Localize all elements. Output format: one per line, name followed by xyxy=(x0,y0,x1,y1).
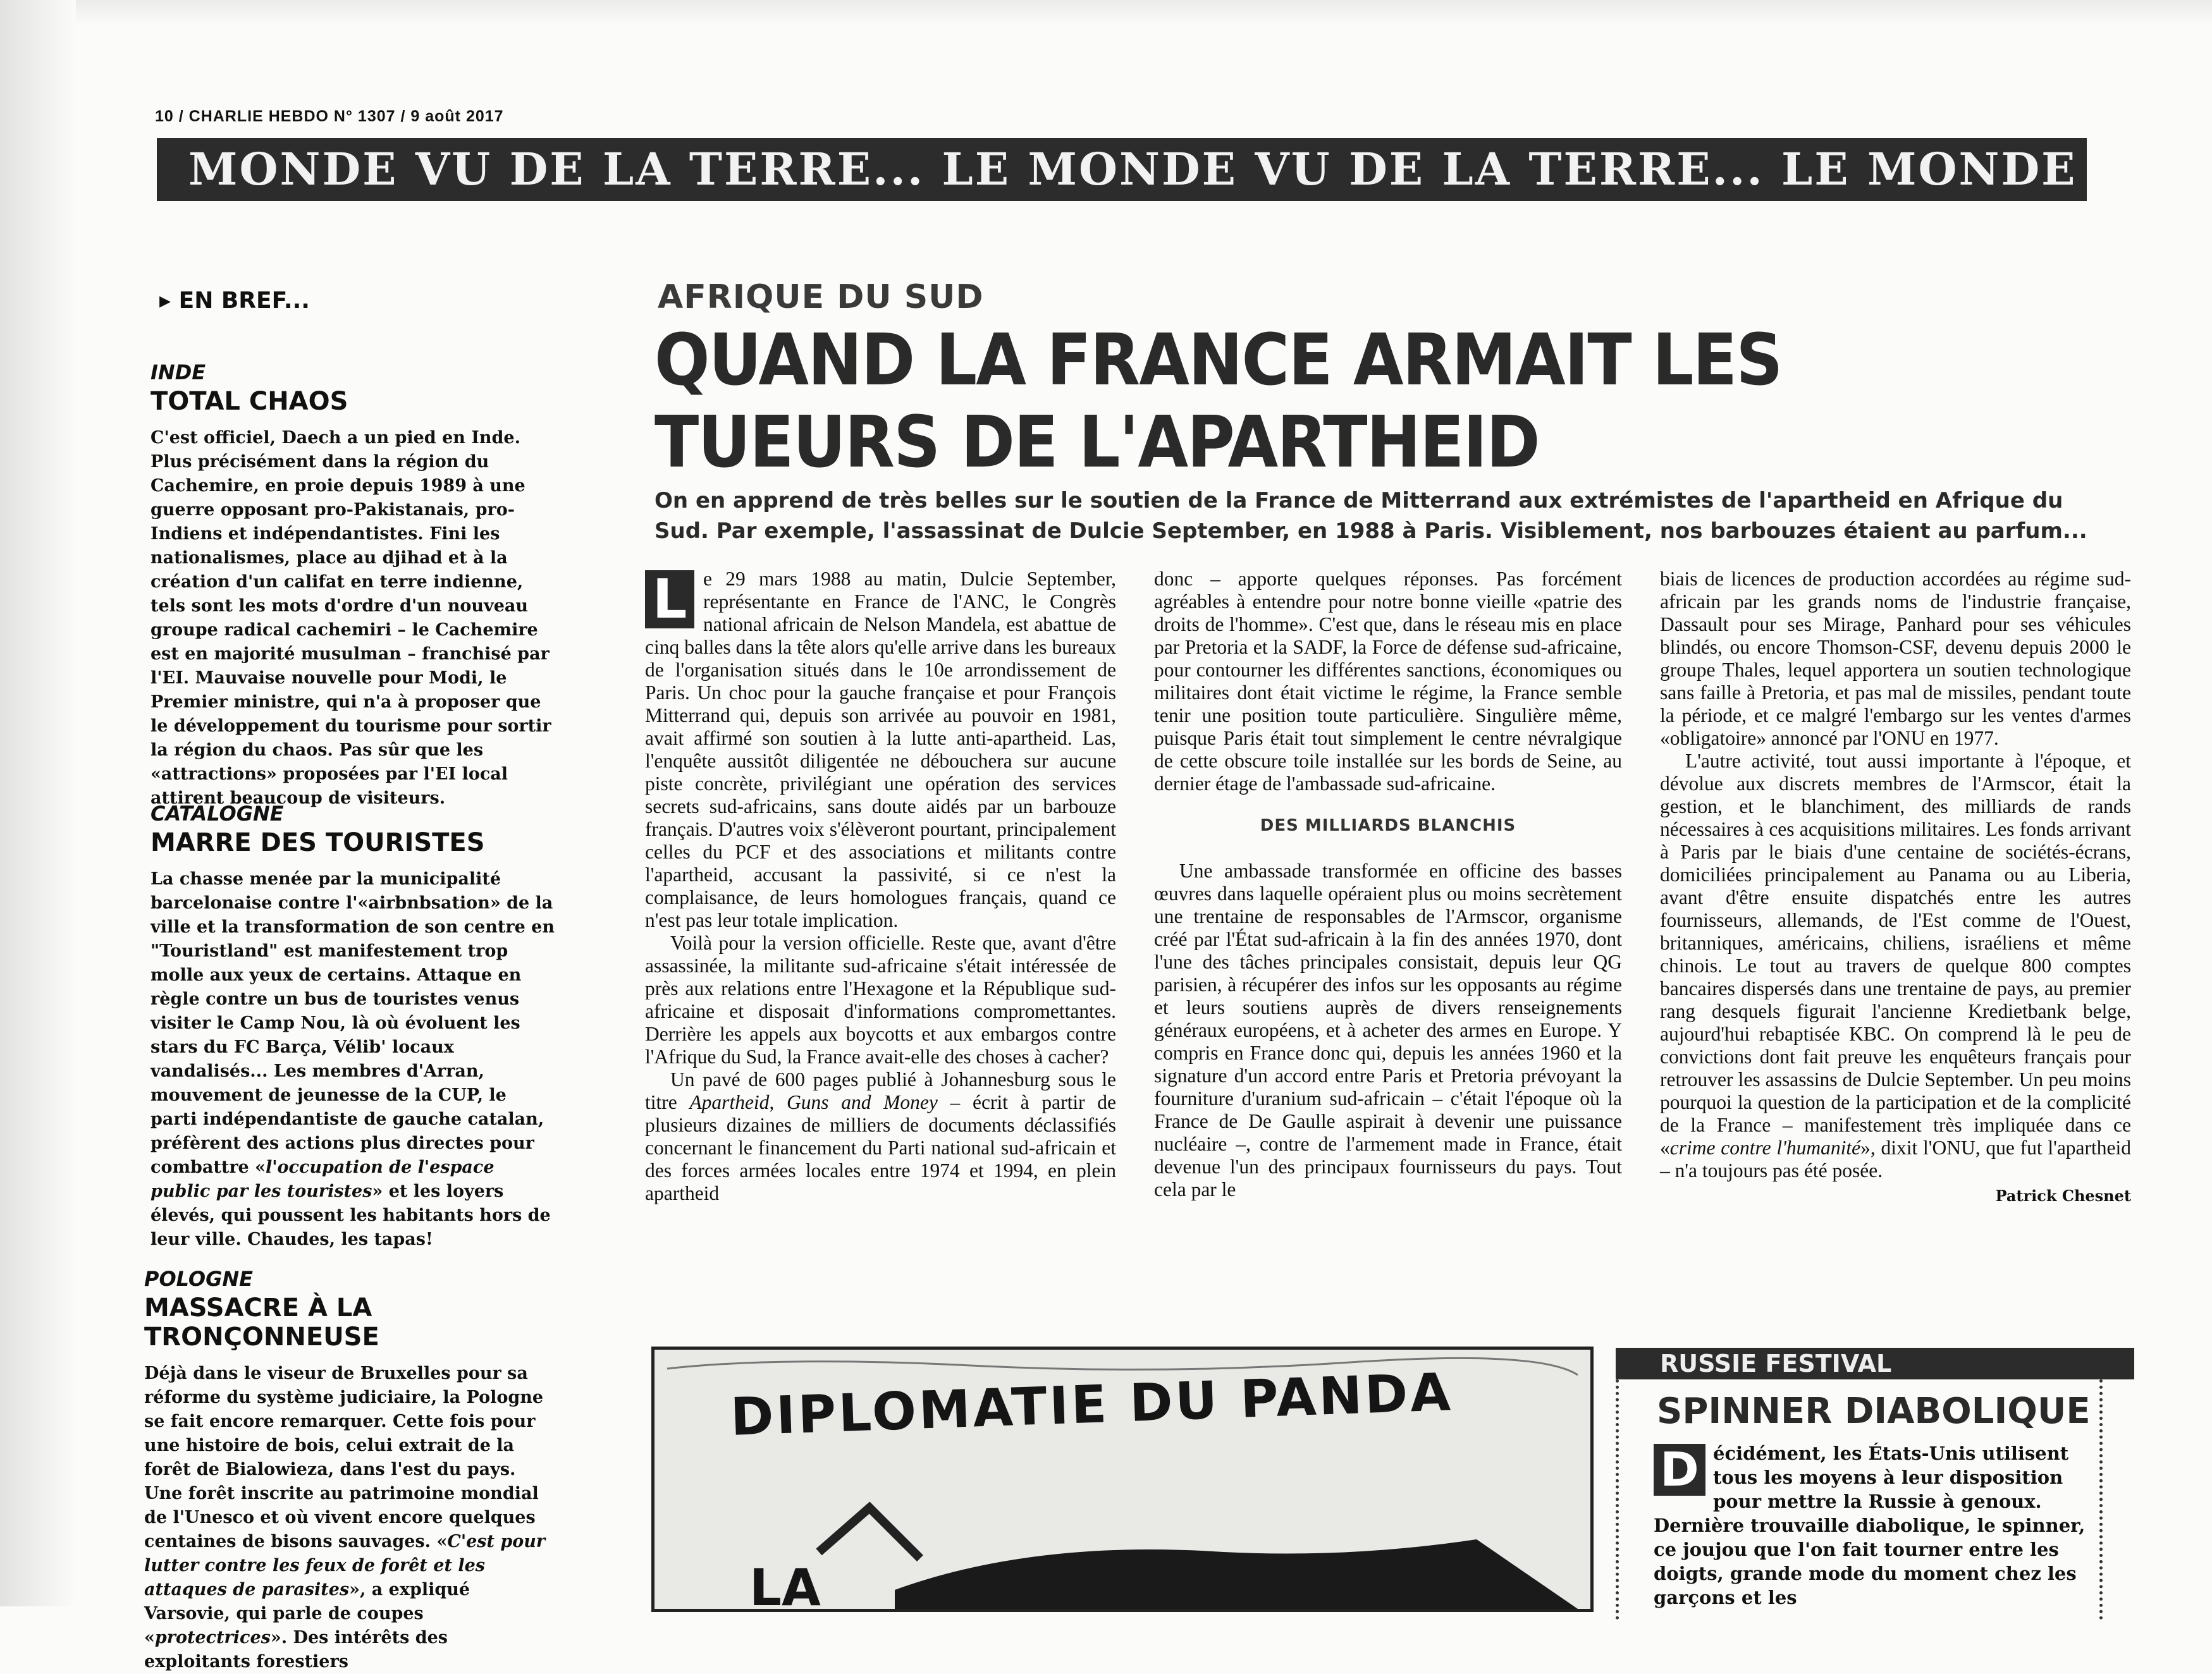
brief-region: INDE xyxy=(151,360,206,384)
paragraph xyxy=(1660,750,2131,1182)
article-standfirst: On en apprend de très belles sur le soutien de la France de Mitterrand aux extrémistes de l'apartheid en Afrique du Sud. Par exemple, l'assassinat de Dulcie September, en 1988 à Paris. Visiblement, nos barbouzes étaient au parfum... xyxy=(654,488,2087,544)
page-top-edge xyxy=(0,0,2212,25)
paragraph xyxy=(645,1068,1116,1205)
article-kicker: AFRIQUE DU SUD xyxy=(658,278,984,316)
article-column-3 xyxy=(1660,568,2131,1207)
brief-catalogne xyxy=(151,802,558,1252)
brief-text: La chasse menée par la municipalité barcelonaise contre l'«airbnbsation» de la ville et la transformation de son centre en "Touristland" est manifestement trop molle aux yeux de certains. Attaque en règle contre un bus de touristes venus visiter le Camp Nou, là où évoluent les stars du FC Barça, Vélib' locaux vandalisés... Les membres d'Arran, mouvement de jeunesse de la CUP, le parti indépendantiste de gauche catalan, préfèrent des actions plus directes pour combattre « xyxy=(151,869,555,1177)
paragraph-text: L'autre activité, tout aussi importante à l'époque, et dévolue aux discrets membres de l'Armscor, était la gestion, et le blanchiment, des milliards de rands nécessaires à ces acquisitions militaires. Les fonds arrivant à Paris par le biais d'une centaine de sociétés-écrans, domiciliées principalement au Panama ou au Liberia, avant d'être ensuite dispatchés entre les autres fournisseurs, allemands, de l'Est comme de l'Ouest, britanniques, américains, chiliens, israéliens et même chinois. Le tout au travers de quelque 800 comptes bancaires dispersés dans une trentaine de pays, au premier rang desquels figurait l'ancienne Kredietbank belge, aujourd'hui rebaptisée KBC. On comprend là le peu de convictions dont fait preuve les enquêteurs français pour retrouver les assassins de Dulcie September. Un peu moins pourquoi la question de la participation et de la complicité de la France – manifestement très impliquée dans ce « xyxy=(1660,750,2131,1159)
quote: crime contre l'humanité xyxy=(1669,1137,1861,1159)
cartoon-text-fragment: LA xyxy=(749,1558,821,1612)
russie-section-tag: RUSSIE FESTIVAL xyxy=(1616,1348,2134,1379)
brief-body xyxy=(151,867,555,1252)
paragraph: biais de licences de production accordées au régime sud-africain par les grands noms de l'industrie française, Dassault pour ses Mirage, Panhard pour ses véhicules blindés, ou encore Thomson-CSF, devenu depuis 2000 le groupe Thales, lequel apportera un soutien technologique sans faille à Pretoria, et pas mal de missiles, pendant toute la période, et ce malgré l'embargo sur les ventes d'armes «obligatoire» annoncé par l'ONU en 1977. xyxy=(1660,568,2131,749)
russie-body xyxy=(1654,1441,2090,1610)
brief-pologne xyxy=(144,1267,552,1674)
article-headline: QUAND LA FRANCE ARMAIT LES TUEURS DE L'APARTHEID xyxy=(654,319,1782,484)
cartoon-panel xyxy=(651,1347,1594,1612)
russie-text: écidément, les États-Unis utilisent tous les moyens à leur disposition pour mettre la Russie à genoux. Dernière trouvaille diabolique, le spinner, ce joujou que l'on fait tourner entre les doigts, grande mode du moment chez les garçons et les xyxy=(1654,1443,2086,1608)
paragraph: Une ambassade transformée en officine des basses œuvres dans laquelle opéraient plus ou moins secrètement une trentaine de responsables de l'Armscor, organisme créé par l'État sud-africain à la fin des années 1970, dont l'une des tâches principales consistait, depuis leur QG parisien, à récupérer des infos sur les opposants au régime et leurs soutiens auprès de divers renseignements généraux européens, et à acheter des armes en Europe. Y compris en France donc qui, depuis les années 1960 et la signature d'un accord entre Paris et Pretoria prévoyant la fourniture d'uranium sud-africain – c'était l'époque où la France de De Gaulle aspirait à devenir une puissance nucléaire –, contre de l'armement made in France, était devenue l'un des principaux fournisseurs du pays. Tout cela par le xyxy=(1154,860,1622,1201)
brief-body: C'est officiel, Daech a un pied en Inde. Plus précisément dans la région du Cachemire, en proie depuis 1989 à une guerre opposant pro-Pakistanais, pro-Indiens et indépendantistes. Fini les nationalismes, place au djihad et à la création d'un califat en terre indienne, tels sont les mots d'ordre d'un nouveau groupe radical cachemiri – le Cachemire est en majorité musulman – franchisé par l'EI. Mauvaise nouvelle pour Modi, le Premier ministre, qui n'a à proposer que le développement du tourisme pour sortir la région du chaos. Pas sûr que les «attractions» proposées par l'EI local attirent beaucoup de visiteurs. xyxy=(151,428,551,808)
brief-inde xyxy=(151,360,558,810)
paragraph-text: », dixit l'ONU, que fut l'apartheid – n'a toujours pas été posée. xyxy=(1660,1137,2132,1182)
book-title: Apartheid, Guns and Money xyxy=(689,1091,938,1113)
paragraph: donc – apporte quelques réponses. Pas forcément agréables à entendre pour notre bonne vieille «patrie des droits de l'homme». C'est que, dans le réseau mis en place par Pretoria et la SADF, la Force de défense sud-africaine, pour contourner les différentes sanctions, économiques ou militaires dont était victime le régime, la France semble tenir une position toute particulière. Singulière même, puisque Paris était tout simplement le centre névralgique de cette obscure toile installée sur les bords de Seine, au dernier étage de l'ambassade sud-africaine. xyxy=(1154,568,1622,795)
brief-text: » et les loyers élevés, qui poussent les habitants hors de leur ville. Chaudes, les tapas! xyxy=(151,1182,551,1249)
brief-region: CATALOGNE xyxy=(151,802,284,826)
briefs-header: ▸ EN BREF... xyxy=(159,288,310,314)
article-signature: Patrick Chesnet xyxy=(1995,1187,2131,1205)
brief-quote: protectrices xyxy=(154,1628,271,1647)
page-fold-shadow xyxy=(0,0,76,1606)
paragraph-text: Un pavé de 600 pages publié à Johannesburg sous le titre xyxy=(645,1068,1116,1113)
brief-text: », a expliqué Varsovie, qui parle de coupes « xyxy=(144,1580,470,1647)
brief-quote: l'occupation de l'espace public par les touristes xyxy=(151,1158,495,1201)
brief-title: MARRE DES TOURISTES xyxy=(151,828,485,857)
brief-title: TOTAL CHAOS xyxy=(151,387,348,416)
brief-text: ». Des intérêts des exploitants forestiers xyxy=(144,1628,448,1671)
article-column-2 xyxy=(1154,568,1622,1201)
cartoon-title: DIPLOMATIE DU PANDA xyxy=(729,1362,1454,1448)
paragraph-text: e 29 mars 1988 au matin, Dulcie September, représentante en France de l'ANC, le Congrès national africain de Nelson Mandela, est abattue de cinq balles dans la tête alors qu'elle arrive dans les bureaux de l'organisation situés dans le 10e arrondissement de Paris. Un choc pour la gauche française et pour François Mitterrand qui, depuis son arrivée au pouvoir en 1981, avait affirmé son soutien à la lutte anti-apartheid. Las, l'enquête aussitôt diligentée ne débouchera sur aucune piste concrète, privilégiant une opération des services secrets sud-africains, sans doute aidés par un barbouze français. D'autres voix s'élèveront pourtant, principalement celles du PCF et des associations et militants contre l'apartheid, accusant la passivité, si ce n'est la complaisance, de leurs homologues français, quand ce n'est pas leur totale implication. xyxy=(645,568,1116,931)
brief-quote: C'est pour lutter contre les feux de forêt et les attaques de parasites xyxy=(144,1532,546,1599)
brief-body xyxy=(144,1362,549,1674)
drop-cap: D xyxy=(1654,1444,1705,1496)
article-column-1 xyxy=(645,568,1116,1205)
brief-region: POLOGNE xyxy=(144,1267,254,1291)
section-rubric-bar: MONDE VU DE LA TERRE... LE MONDE VU DE LA TERRE... LE MONDE xyxy=(157,138,2087,201)
paragraph xyxy=(645,568,1116,932)
brief-text: Déjà dans le viseur de Bruxelles pour sa réforme du système judiciaire, la Pologne se fait encore remarquer. Cette fois pour une histoire de bois, celui extrait de la forêt de Bialowieza, dans l'est du pays. Une forêt inscrite au patrimoine mondial de l'Unesco et où vivent encore quelques centaines de bisons sauvages. « xyxy=(144,1364,544,1551)
page-folio: 10 / CHARLIE HEBDO N° 1307 / 9 août 2017 xyxy=(155,107,504,125)
brief-title: MASSACRE À LA TRONÇONNEUSE xyxy=(144,1293,379,1352)
paragraph-text: – écrit à partir de plusieurs dizaines de milliers de documents déclassifiés concernant le financement du Parti national sud-africain et des forces armées locales entre 1974 et 1994, en plein apartheid xyxy=(645,1091,1116,1204)
paragraph: Voilà pour la version officielle. Reste que, avant d'être assassinée, la militante sud-africaine s'était intéressée de près aux relations entre l'Hexagone et la République sud-africaine et disposait d'informations compromettantes. Derrière les appels aux boycotts et aux embargos contre l'Afrique du Sud, la France avait-elle des choses à cacher? xyxy=(645,932,1116,1068)
russie-title: SPINNER DIABOLIQUE xyxy=(1657,1391,2091,1432)
drop-cap: L xyxy=(645,570,694,628)
article-intertitle: DES MILLIARDS BLANCHIS xyxy=(1260,816,1516,835)
